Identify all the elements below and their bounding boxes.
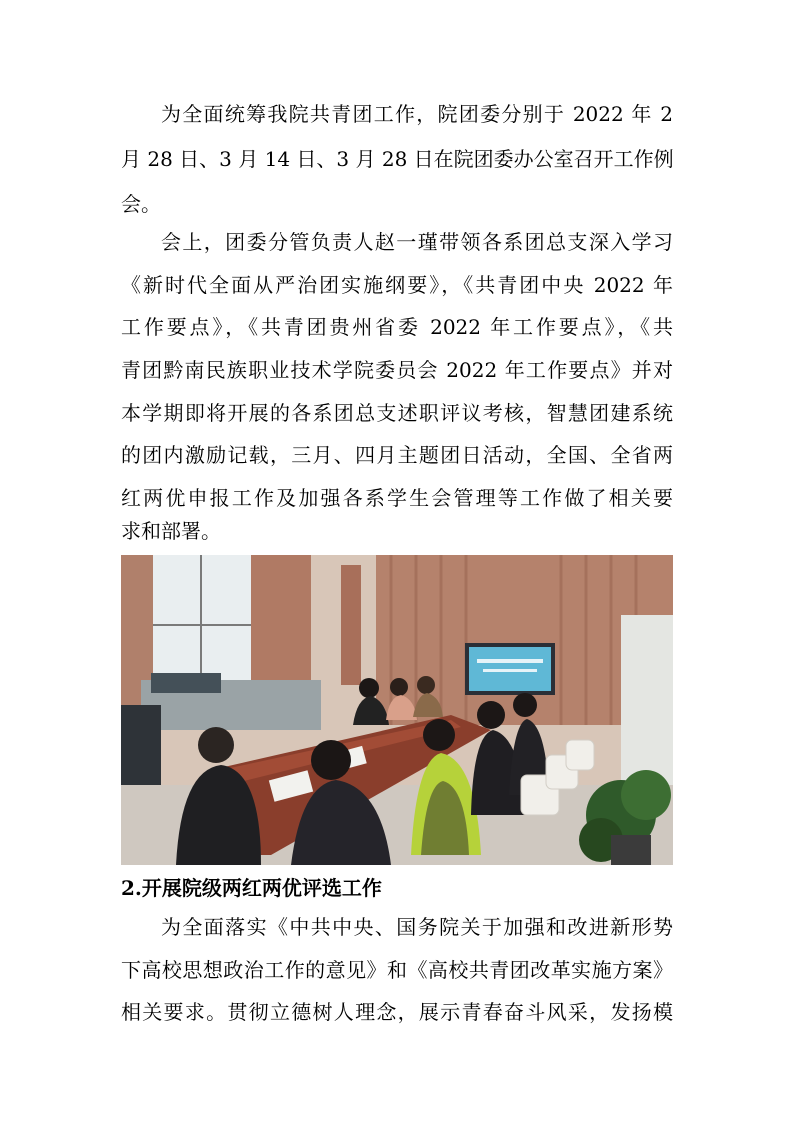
paragraph-3-line-2: 下高校思想政治工作的意见》和《高校共青团改革实施方案》	[121, 958, 673, 982]
section-2-heading: 2.开展院级两红两优评选工作	[121, 876, 382, 900]
paragraph-2-line-3: 工作要点》，《共青团贵州省委 2022 年工作要点》，《共	[121, 315, 673, 339]
paragraph-1-line-1: 为全面统筹我院共青团工作，院团委分别于 2022 年 2	[161, 102, 673, 126]
paragraph-1-line-2: 月 28 日、3 月 14 日、3 月 28 日在院团委办公室召开工作例	[121, 147, 674, 171]
paragraph-2-line-4: 青团黔南民族职业技术学院委员会 2022 年工作要点》并对	[121, 358, 673, 382]
paragraph-2-line-5: 本学期即将开展的各系团总支述职评议考核，智慧团建系统	[121, 401, 673, 425]
paragraph-2-line-1: 会上，团委分管负责人赵一瑾带领各系团总支深入学习	[161, 230, 673, 254]
paragraph-2-line-6: 的团内激励记载，三月、四月主题团日活动，全国、全省两	[121, 443, 673, 467]
meeting-photo	[121, 555, 673, 865]
paragraph-3-line-1: 为全面落实《中共中央、国务院关于加强和改进新形势	[161, 915, 673, 939]
paragraph-1-line-3: 会。	[121, 192, 161, 216]
paragraph-3-line-3: 相关要求。贯彻立德树人理念，展示青春奋斗风采，发扬模	[121, 1000, 673, 1024]
paragraph-2-line-8: 求和部署。	[121, 519, 221, 543]
paragraph-2-line-7: 红两优申报工作及加强各系学生会管理等工作做了相关要	[121, 486, 673, 510]
paragraph-2-line-2: 《新时代全面从严治团实施纲要》，《共青团中央 2022 年	[121, 273, 673, 297]
